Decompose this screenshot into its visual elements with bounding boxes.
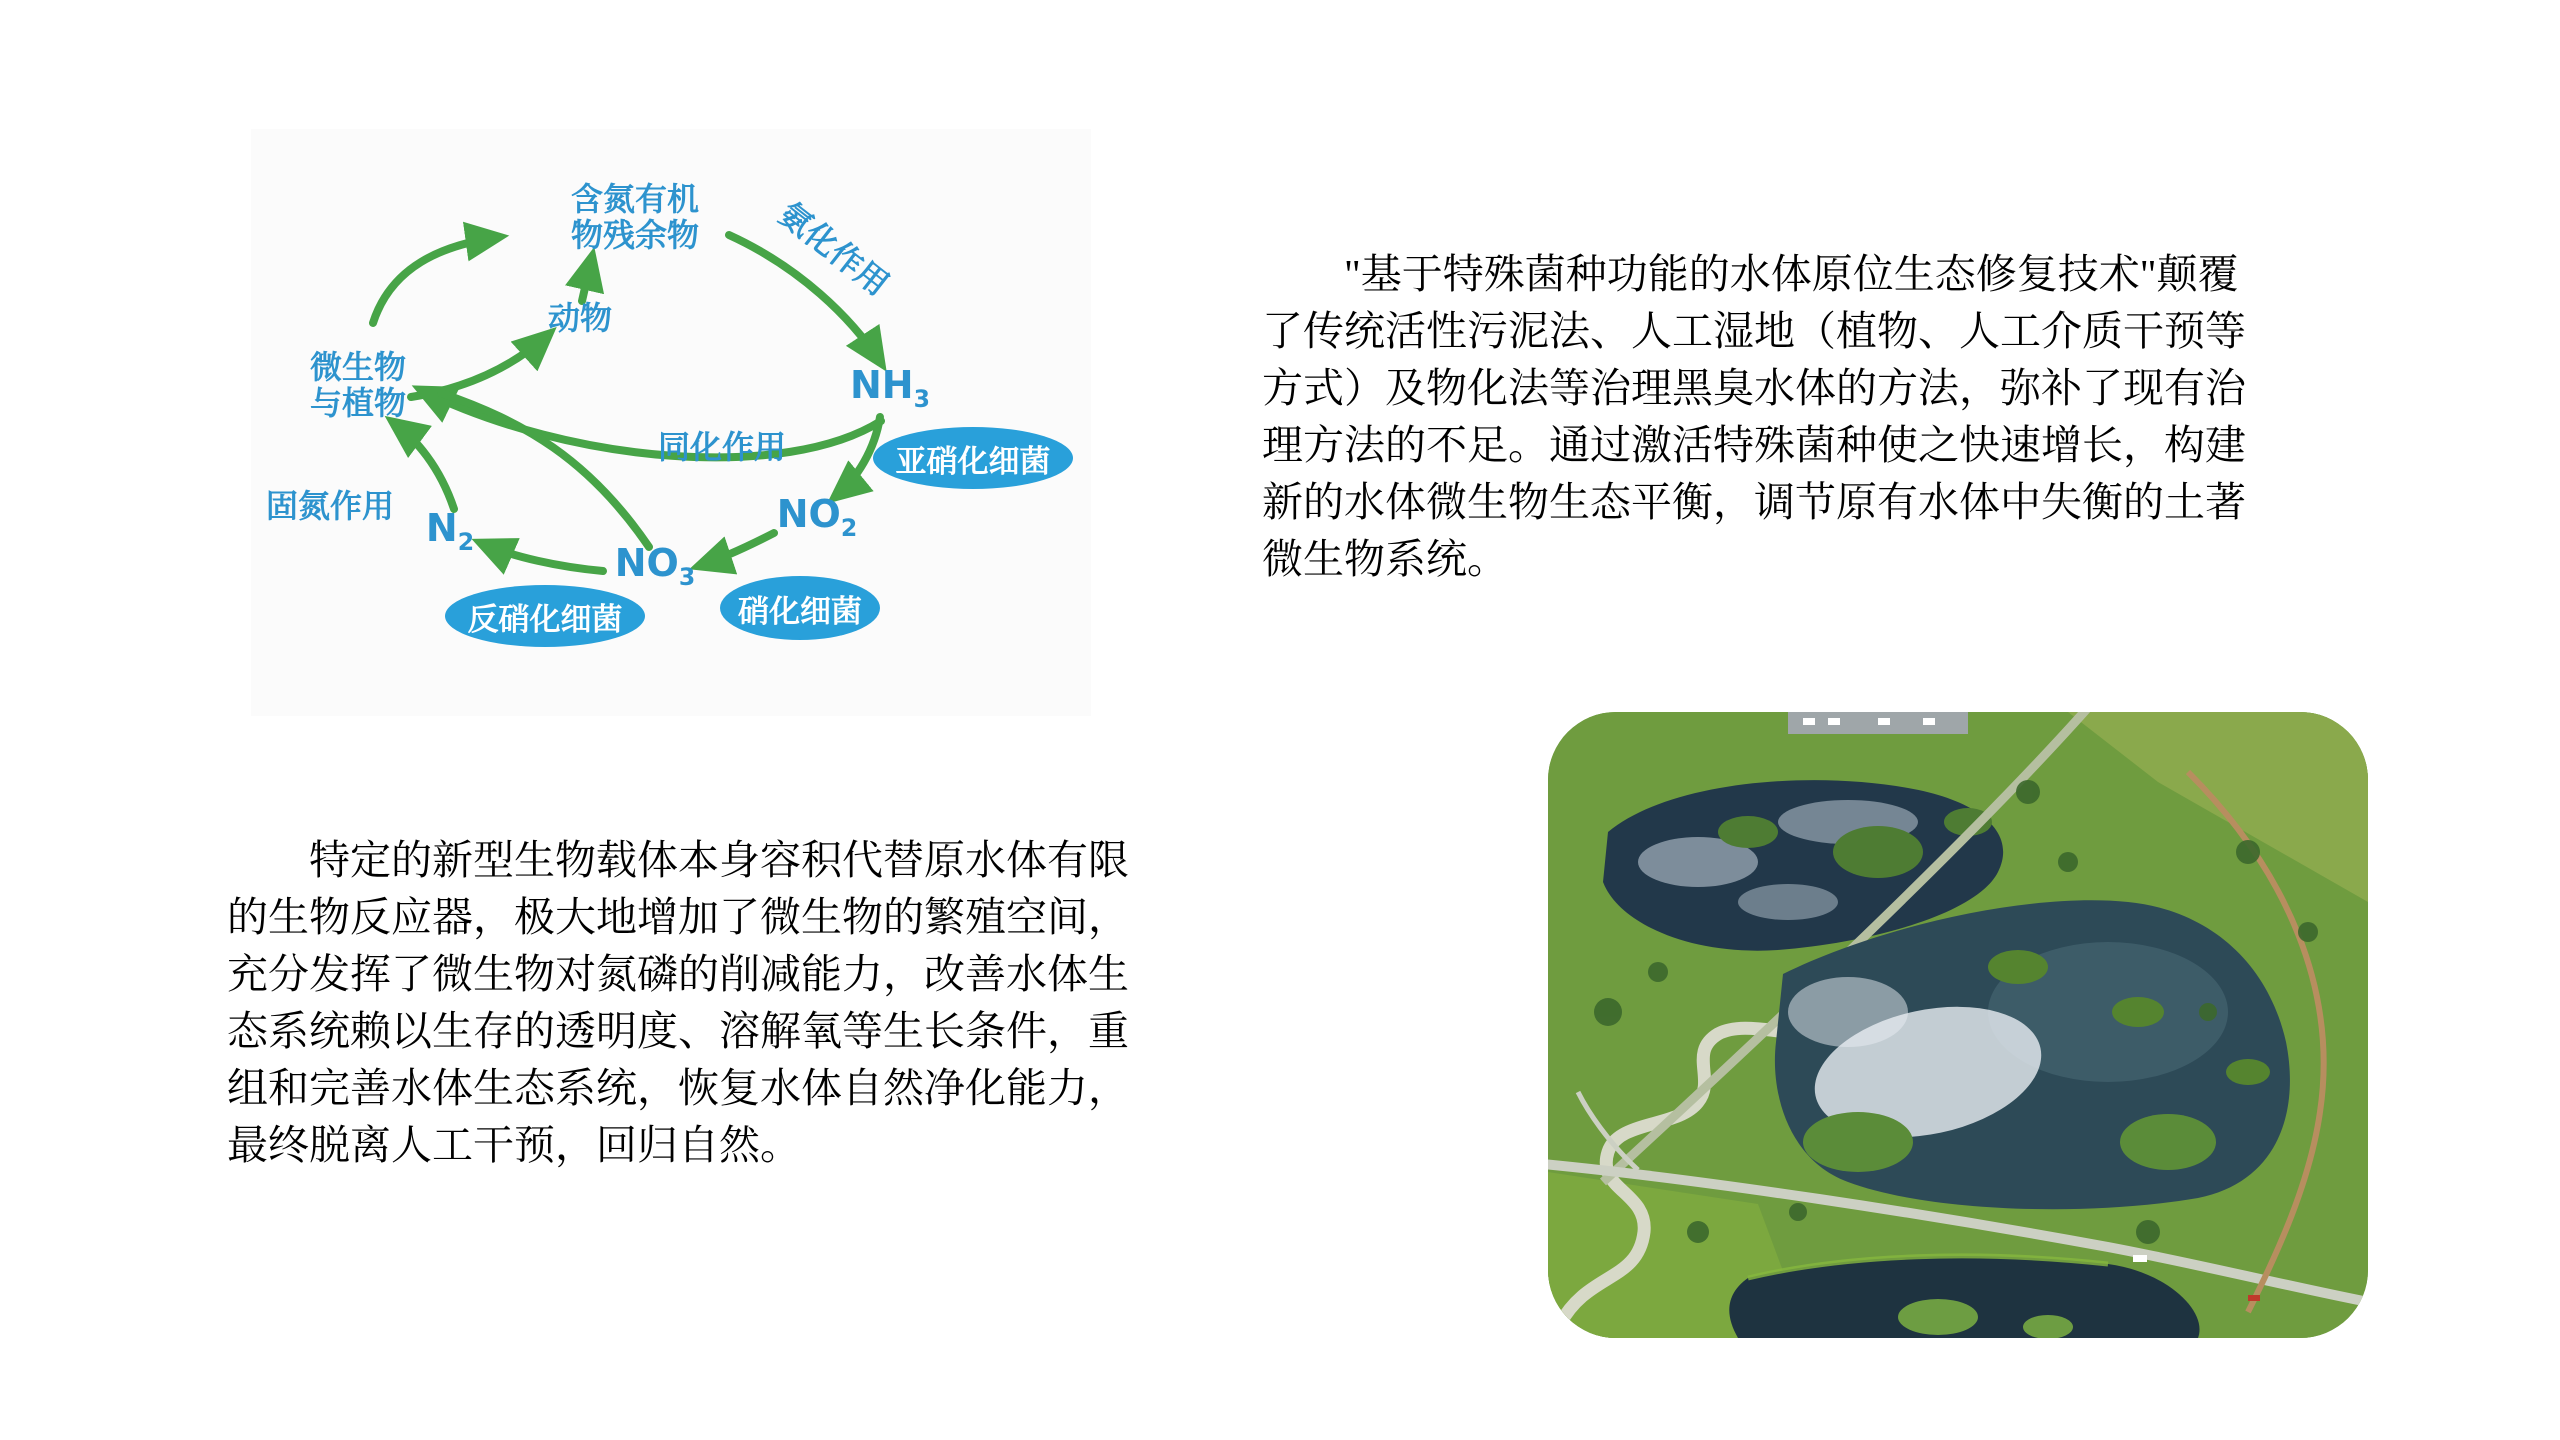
car-on-road: [2133, 1255, 2147, 1262]
label-ammonification: 氨化作用: [771, 194, 897, 304]
no2-sub: 2: [840, 513, 858, 542]
paragraph-line: 微生物系统。: [1262, 536, 1508, 582]
paragraph-line: 特定的新型生物载体本身容积代替原水体有限: [309, 837, 1129, 883]
label-n2: [425, 506, 475, 561]
red-car: [2248, 1295, 2260, 1301]
label-organic-residue: [571, 181, 699, 253]
no3-main: NO: [614, 541, 679, 586]
oval-nitrosifying-bacteria: 亚硝化细菌: [873, 427, 1073, 489]
label-no2: [776, 492, 858, 547]
arrow-no2-to-no3: [699, 533, 774, 566]
arrow-assimilation-from-nh3: [421, 390, 881, 457]
n2-main: N: [425, 506, 458, 551]
aerial-wetland-photo: [1548, 712, 2368, 1338]
paragraph-line: 了传统活性污泥法、人工湿地（植物、人工介质干预等: [1262, 308, 2246, 354]
arrow-no3-to-n2: [481, 543, 603, 571]
paragraph-line: 理方法的不足。通过激活特殊菌种使之快速增长，构建: [1262, 422, 2246, 468]
paragraph-line: 最终脱离人工干预，回归自然。: [227, 1122, 801, 1168]
paragraph-line: 组和完善水体生态系统，恢复水体自然净化能力，: [227, 1065, 1129, 1111]
paragraph-tech-intro: [1262, 246, 2502, 588]
nitrogen-cycle-diagram: [251, 129, 1091, 716]
label-microbes-line2: 与植物: [309, 384, 407, 422]
nh3-sub: 3: [913, 384, 930, 413]
nh3-main: NH: [850, 363, 914, 408]
paragraph-line: 充分发挥了微生物对氮磷的削减能力，改善水体生: [227, 951, 1129, 997]
paragraph-bio-carrier: [227, 832, 1387, 1174]
label-nitrogen-fixation: 固氮作用: [265, 487, 395, 525]
lake-sun-glint-2: [1788, 977, 1908, 1047]
label-microbes-line1: 微生物: [309, 348, 407, 386]
paragraph-line: 的生物反应器，极大地增加了微生物的繁殖空间，: [227, 894, 1129, 940]
label-no3: [614, 541, 696, 596]
label-nh3: [850, 363, 930, 418]
label-organic-residue-line2: 物残余物: [570, 216, 700, 254]
oval-nitrifying-bacteria: 硝化细菌: [720, 576, 880, 640]
paragraph-line: 态系统赖以生存的透明度、溶解氧等生长条件，重: [227, 1008, 1129, 1054]
aerial-wetland-illustration: [1548, 712, 2368, 1338]
arrow-animals-to-organic: [582, 257, 592, 301]
oval-denitrifying-bacteria: 反硝化细菌: [445, 585, 645, 647]
label-organic-residue-line1: 含氮有机: [570, 180, 700, 218]
arrow-fixation-n2-to-microbes: [393, 422, 454, 509]
label-animals: 动物: [547, 299, 613, 337]
label-microbes-plants: [310, 349, 406, 421]
paragraph-line: 方式）及物化法等治理黑臭水体的方法，弥补了现有治: [1262, 365, 2246, 411]
no3-sub: 3: [678, 562, 696, 591]
paragraph-line: "基于特殊菌种功能的水体原位生态修复技术"颠覆: [1344, 251, 2239, 297]
paragraph-line: 新的水体微生物生态平衡，调节原有水体中失衡的土著: [1262, 479, 2246, 525]
no2-main: NO: [776, 492, 841, 537]
n2-sub: 2: [457, 527, 475, 556]
arrow-microbes-to-organic: [373, 237, 499, 323]
arrow-microbes-to-animals: [411, 334, 549, 397]
label-assimilation: 同化作用: [657, 428, 787, 466]
